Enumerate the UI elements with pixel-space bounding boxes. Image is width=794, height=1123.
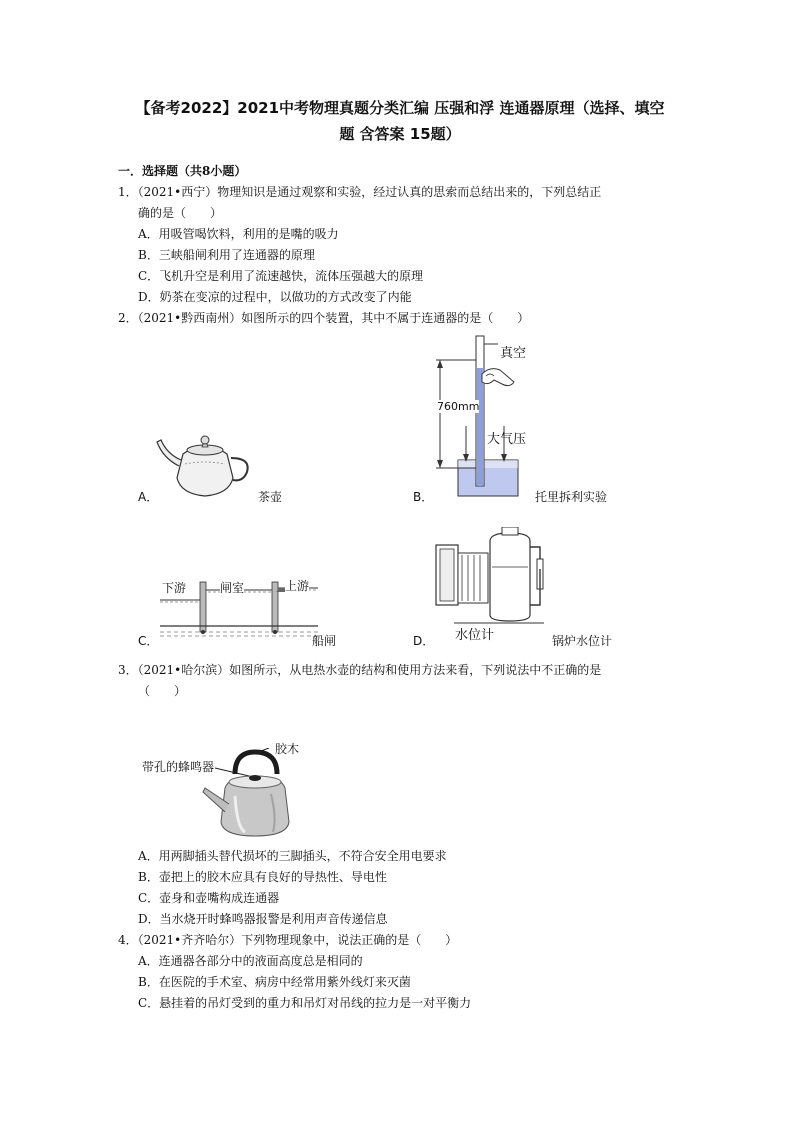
label-buzzer: 带孔的蜂鸣器 [142,760,215,774]
label-downstream: 下游 [162,581,187,595]
q2-option-a-caption: 茶壶 [258,490,283,504]
q3-option-d: D．当水烧开时蜂鸣器报警是利用声音传递信息 [138,912,388,926]
label-bakelite: 胶木 [275,742,300,756]
q1-option-c: C．飞机升空是利用了流速越快，流体压强越大的原理 [138,269,424,283]
label-760mm: 760mm [437,400,480,413]
q4-option-a: A．连通器各部分中的液面高度总是相同的 [138,954,363,968]
document-title [110,95,690,147]
q3-option-c: C．壶身和壶嘴构成连通器 [138,891,280,905]
q3-stem: 3．（2021•哈尔滨）如图所示，从电热水壶的结构和使用方法来看，下列说法中不正确的是 [118,663,602,677]
label-upstream: 上游 [285,579,310,593]
q1-option-b: B．三峡船闸利用了连通器的原理 [138,248,315,262]
section-heading: 一．选择题（共8小题） [118,164,247,178]
title-line-1: 【备考2022】2021中考物理真题分类汇编 压强和浮 连通器原理（选择、填空 [135,99,665,117]
q2-option-c-caption: 船闸 [312,634,337,648]
teapot-figure [155,420,255,500]
q4-stem: 4．（2021•齐齐哈尔）下列物理现象中，说法正确的是（ ） [118,933,458,947]
q1-option-a: A．用吸管喝饮料，利用的是嘴的吸力 [138,227,339,241]
q2-option-a-letter: A． [138,490,159,504]
q2-option-d-letter: D． [413,634,435,648]
q1-option-d: D．奶茶在变凉的过程中，以做功的方式改变了内能 [138,290,412,304]
q4-option-c: C．悬挂着的吊灯受到的重力和吊灯对吊线的拉力是一对平衡力 [138,996,472,1010]
q2-option-c-letter: C． [138,634,159,648]
q3-option-b: B．壶把上的胶木应具有良好的导热性、导电性 [138,870,387,884]
label-vacuum: 真空 [500,346,527,361]
label-lock-chamber: 闸室 [220,581,245,595]
q3-stem-cont: （ ） [138,684,187,698]
q1-stem: 1．（2021•西宁）物理知识是通过观察和实验，经过认真的思索而总结出来的，下列总结正 [118,185,602,199]
q4-option-b: B．在医院的手术室、病房中经常用紫外线灯来灭菌 [138,975,411,989]
q3-option-a: A．用两脚插头替代损坏的三脚插头，不符合安全用电要求 [138,849,447,863]
q2-option-d-caption: 锅炉水位计 [552,634,613,648]
title-line-2: 题 含答案 15题） [339,125,461,143]
label-atmospheric-pressure: 大气压 [487,432,527,447]
boiler-gauge-figure [434,527,550,629]
label-water-gauge: 水位计 [455,624,494,643]
q2-option-b-letter: B． [413,490,434,504]
q2-stem: 2．（2021•黔西南州）如图所示的四个装置，其中不属于连通器的是（ ） [118,311,530,325]
q1-stem-cont: 确的是（ ） [138,206,223,220]
q2-option-b-caption: 托里拆利实验 [535,490,608,504]
